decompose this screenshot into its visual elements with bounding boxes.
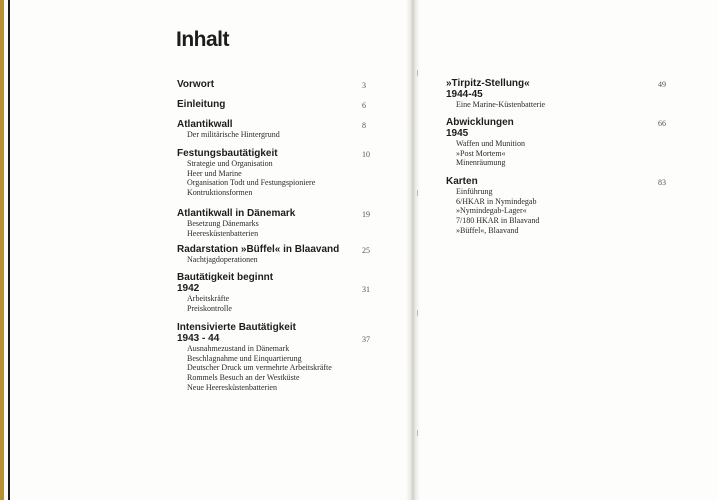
toc-page-number: 83	[658, 178, 666, 187]
toc-entry	[177, 99, 407, 110]
toc-subentry: Strategie und Organisation	[187, 159, 273, 168]
toc-subentry: »Post Mortem«	[456, 148, 506, 158]
toc-entry	[177, 322, 407, 393]
toc-entry	[446, 176, 676, 236]
toc-subentry: Preiskontrolle	[187, 303, 232, 313]
toc-subentry: Der militärische Hintergrund	[187, 130, 280, 139]
toc-entry-title: Karten	[446, 176, 478, 187]
right-page	[414, 0, 718, 500]
toc-subentry: »Nymindegab-Lager«	[456, 206, 527, 216]
toc-subentry: Deutscher Druck um vermehrte Arbeitskräfte	[187, 363, 332, 373]
toc-page-number: 66	[658, 119, 666, 128]
toc-entry-title: Festungsbautätigkeit	[177, 148, 278, 159]
toc-subentry: Besetzung Dänemarks	[187, 219, 259, 228]
toc-entry-title: Atlantikwall in Dänemark	[177, 208, 296, 219]
toc-entry-title: »Tirpitz-Stellung« 1944-45	[446, 78, 530, 100]
toc-entry-title: Bautätigkeit beginnt 1942	[177, 272, 274, 294]
toc-entry	[177, 79, 407, 90]
toc-entry-title: Intensivierte Bautätigkeit 1943 - 44	[177, 322, 296, 344]
toc-subentry: Waffen und Munition	[456, 139, 525, 148]
gutter-mark	[417, 190, 418, 196]
toc-page-number: 25	[362, 246, 370, 255]
page-edge	[8, 0, 10, 500]
toc-entry	[177, 272, 407, 313]
toc-page-number: 19	[362, 210, 370, 219]
gutter-mark	[417, 310, 418, 316]
toc-entry-title: Radarstation »Büffel« in Blaavand	[177, 244, 340, 255]
toc-entry	[177, 148, 407, 198]
toc-subentry: Rommels Besuch an der Westküste	[187, 373, 300, 383]
toc-subentry: Heer und Marine	[187, 168, 242, 178]
toc-subentry: Minenräumung	[456, 158, 506, 168]
toc-subentry: »Büffel«, Blaavand	[456, 225, 519, 235]
toc-entry	[177, 208, 407, 238]
toc-subentry: Beschlagnahme und Einquartierung	[187, 353, 302, 363]
toc-subentry: 7/180 HKAR in Blaavand	[456, 216, 540, 226]
toc-subentry: 6/HKAR in Nymindegab	[456, 196, 537, 206]
toc-entry	[177, 244, 407, 265]
gutter-mark	[417, 70, 418, 76]
toc-page-number: 3	[362, 81, 366, 90]
toc-page-number: 10	[362, 150, 370, 159]
toc-page-number: 49	[658, 80, 666, 89]
toc-subentry: Einführung	[456, 187, 493, 196]
toc-subentry: Ausnahmezustand in Dänemark	[187, 344, 290, 353]
toc-entry-title: Atlantikwall	[177, 119, 233, 130]
toc-subentry: Arbeitskräfte	[187, 294, 230, 303]
page-title: Inhalt	[176, 28, 229, 51]
toc-entry-title: Vorwort	[177, 79, 215, 90]
toc-entry	[177, 119, 407, 140]
toc-subentry: Organisation Todt und Festungspioniere	[187, 178, 316, 188]
toc-subentry: Nachtjagdoperationen	[187, 255, 258, 264]
toc-subentry: Kontruktionsformen	[187, 188, 253, 198]
toc-subentry: Neue Heeresküstenbatterien	[187, 382, 277, 392]
toc-entry	[446, 117, 676, 168]
gutter-mark	[417, 430, 418, 436]
toc-entry-title: Abwicklungen 1945	[446, 117, 514, 139]
toc-subentry: Eine Marine-Küstenbatterie	[456, 100, 546, 109]
toc-page-number: 8	[362, 121, 366, 130]
toc-subentry: Heeresküstenbatterien	[187, 228, 259, 238]
toc-entry	[446, 78, 676, 110]
toc-entry-title: Einleitung	[177, 99, 226, 110]
toc-page-number: 31	[362, 285, 370, 294]
toc-page-number: 37	[362, 335, 370, 344]
toc-page-number: 6	[362, 101, 366, 110]
